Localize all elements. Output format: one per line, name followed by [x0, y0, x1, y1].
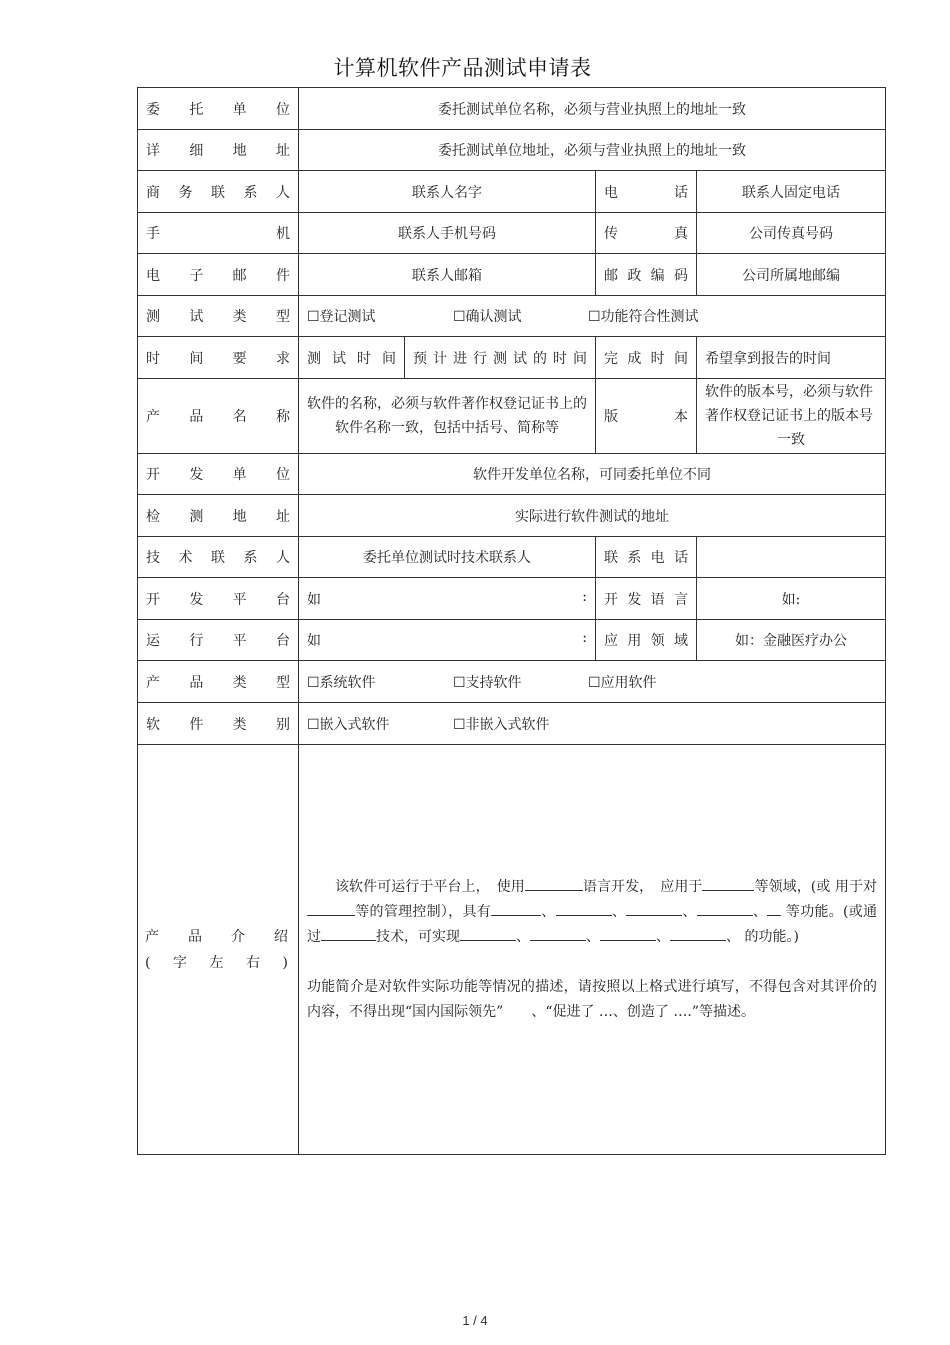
label-test-site: 检测地址 — [138, 495, 299, 537]
row-test-type — [138, 296, 886, 337]
checkbox-system-software[interactable]: ☐系统软件 — [307, 674, 376, 691]
label-email: 电子邮件 — [138, 254, 299, 296]
label-address: 详细地址 — [138, 130, 299, 171]
field-developer[interactable]: 软件开发单位名称，可同委托单位不同 — [299, 454, 886, 495]
intro-text-c: 等领域，(或 — [754, 878, 831, 895]
intro-text-f: 等功能。(或通过 — [307, 903, 878, 945]
field-test-site[interactable]: 实际进行软件测试的地址 — [299, 495, 886, 537]
run-platform-colon: : — [582, 630, 587, 646]
row-dev-platform — [138, 578, 886, 620]
label-product-name: 产品名称 — [138, 379, 299, 454]
blank-domain[interactable] — [702, 875, 754, 891]
sep: 、 — [611, 903, 627, 920]
row-product-intro — [138, 745, 886, 1155]
intro-text-e: 等的管理控制），具有 — [355, 903, 491, 920]
intro-instruction-paragraph: 功能简介是对软件实际功能等情况的描述，请按照以上格式进行填写，不得包含对其评价的内容，不得出现“国内国际领先” 、“促进了 …、创造了 ….”等描述。 — [307, 978, 877, 1020]
product-type-options — [307, 672, 877, 692]
label-client: 委托单位 — [138, 88, 299, 130]
label-developer: 开发单位 — [138, 454, 299, 495]
row-software-category — [138, 703, 886, 745]
application-form-table — [137, 87, 886, 1155]
field-dev-platform[interactable] — [299, 578, 596, 620]
row-tech-contact — [138, 537, 886, 578]
test-type-options — [307, 306, 877, 326]
sep: 、 — [586, 928, 600, 945]
label-postcode: 邮政编码 — [596, 254, 697, 296]
blank-capability-4[interactable] — [670, 925, 726, 941]
intro-text-d: 用于对 — [834, 878, 878, 895]
checkbox-conformance-test[interactable]: ☐功能符合性测试 — [588, 309, 699, 325]
label-mobile: 手机 — [138, 213, 299, 254]
blank-control-target[interactable] — [307, 900, 355, 916]
label-software-category: 软件类别 — [138, 703, 299, 745]
software-category-options — [307, 714, 877, 734]
field-contact[interactable]: 联系人名字 — [299, 171, 596, 213]
intro-label-line2: (字左右) — [145, 954, 288, 971]
dev-platform-prefix: 如 — [307, 591, 321, 608]
label-dev-language: 开发语言 — [596, 578, 697, 620]
page-number: 1 / 4 — [462, 1313, 488, 1328]
row-email — [138, 254, 886, 296]
field-fax[interactable]: 公司传真号码 — [697, 213, 886, 254]
sep: 、 — [656, 928, 670, 945]
field-completion-time[interactable]: 希望拿到报告的时间 — [697, 337, 886, 379]
intro-text-g: 技术，可实现 — [376, 928, 460, 945]
dev-platform-colon: : — [582, 588, 587, 605]
label-product-type: 产品类型 — [138, 661, 299, 703]
blank-capability-2[interactable] — [530, 925, 586, 941]
blank-capability-3[interactable] — [600, 925, 656, 941]
blank-language[interactable] — [525, 875, 583, 891]
field-contact-phone[interactable] — [697, 537, 886, 578]
row-time — [138, 337, 886, 379]
sep: 、 — [726, 928, 740, 945]
field-postcode[interactable]: 公司所属地邮编 — [697, 254, 886, 296]
label-completion-time: 完成时间 — [596, 337, 697, 379]
row-developer — [138, 454, 886, 495]
checkbox-support-software[interactable]: ☐支持软件 — [453, 674, 522, 691]
label-dev-platform: 开发平台 — [138, 578, 299, 620]
label-contact: 商务联系人 — [138, 171, 299, 213]
label-product-intro — [138, 745, 299, 1155]
field-run-platform[interactable] — [299, 620, 596, 661]
label-time: 时间要求 — [138, 337, 299, 379]
checkbox-application-software[interactable]: ☐应用软件 — [588, 674, 657, 691]
field-phone[interactable]: 联系人固定电话 — [697, 171, 886, 213]
field-tech-contact[interactable]: 委托单位测试时技术联系人 — [299, 537, 596, 578]
field-mobile[interactable]: 联系人手机号码 — [299, 213, 596, 254]
label-run-platform: 运行平台 — [138, 620, 299, 661]
label-test-time: 测试时间 — [299, 337, 405, 379]
checkbox-confirmation-test[interactable]: ☐确认测试 — [453, 309, 522, 325]
row-contact — [138, 171, 886, 213]
label-version: 版本 — [596, 379, 697, 454]
label-tech-contact: 技术联系人 — [138, 537, 299, 578]
row-test-site — [138, 495, 886, 537]
intro-label-line1: 产品介绍 — [145, 928, 288, 945]
field-version[interactable]: 软件的版本号，必须与软件著作权登记证书上的版本号一致 — [697, 379, 886, 454]
blank-capability-1[interactable] — [460, 925, 516, 941]
intro-text-a: 该软件可运行于平台上， 使用 — [335, 878, 525, 895]
field-product-name[interactable]: 软件的名称，必须与软件著作权登记证书上的软件名称一致，包括中括号、简称等 — [299, 379, 596, 454]
field-test-time[interactable]: 预计进行测试的时间 — [405, 337, 596, 379]
blank-function-1[interactable] — [491, 900, 541, 916]
sep: 、 — [682, 903, 697, 920]
blank-technology[interactable] — [321, 925, 376, 941]
row-product-name — [138, 379, 886, 454]
field-client[interactable]: 委托测试单位名称，必须与营业执照上的地址一致 — [299, 88, 886, 130]
blank-function-2[interactable] — [556, 900, 612, 916]
intro-text-b: 语言开发， 应用于 — [582, 878, 703, 895]
intro-template-paragraph — [307, 875, 877, 950]
label-test-type: 测试类型 — [138, 296, 299, 337]
checkbox-embedded-software[interactable]: ☐嵌入式软件 — [307, 716, 390, 733]
row-mobile — [138, 213, 886, 254]
label-phone: 电话 — [596, 171, 697, 213]
row-run-platform — [138, 620, 886, 661]
row-client — [138, 88, 886, 130]
blank-function-3[interactable] — [626, 900, 682, 916]
sep: 、 — [516, 928, 530, 945]
field-application-domain[interactable]: 如：金融医疗办公 — [697, 620, 886, 661]
field-product-intro[interactable] — [299, 745, 886, 1155]
blank-function-4[interactable] — [697, 900, 753, 916]
sep: 、 — [752, 903, 768, 920]
run-platform-prefix: 如 — [307, 633, 321, 649]
sep: 、 — [541, 903, 556, 920]
checkbox-non-embedded-software[interactable]: ☐非嵌入式软件 — [453, 716, 550, 733]
row-product-type — [138, 661, 886, 703]
label-fax: 传真 — [596, 213, 697, 254]
checkbox-registration-test[interactable]: ☐登记测试 — [307, 309, 376, 325]
field-address[interactable]: 委托测试单位地址，必须与营业执照上的地址一致 — [299, 130, 886, 171]
row-address — [138, 130, 886, 171]
label-contact-phone: 联系电话 — [596, 537, 697, 578]
label-application-domain: 应用领域 — [596, 620, 697, 661]
blank-function-5[interactable] — [767, 900, 781, 916]
page-title: 计算机软件产品测试申请表 — [333, 56, 592, 80]
field-email[interactable]: 联系人邮箱 — [299, 254, 596, 296]
intro-text-h: 的功能。) — [744, 928, 799, 945]
field-dev-language[interactable]: 如: — [697, 578, 886, 620]
